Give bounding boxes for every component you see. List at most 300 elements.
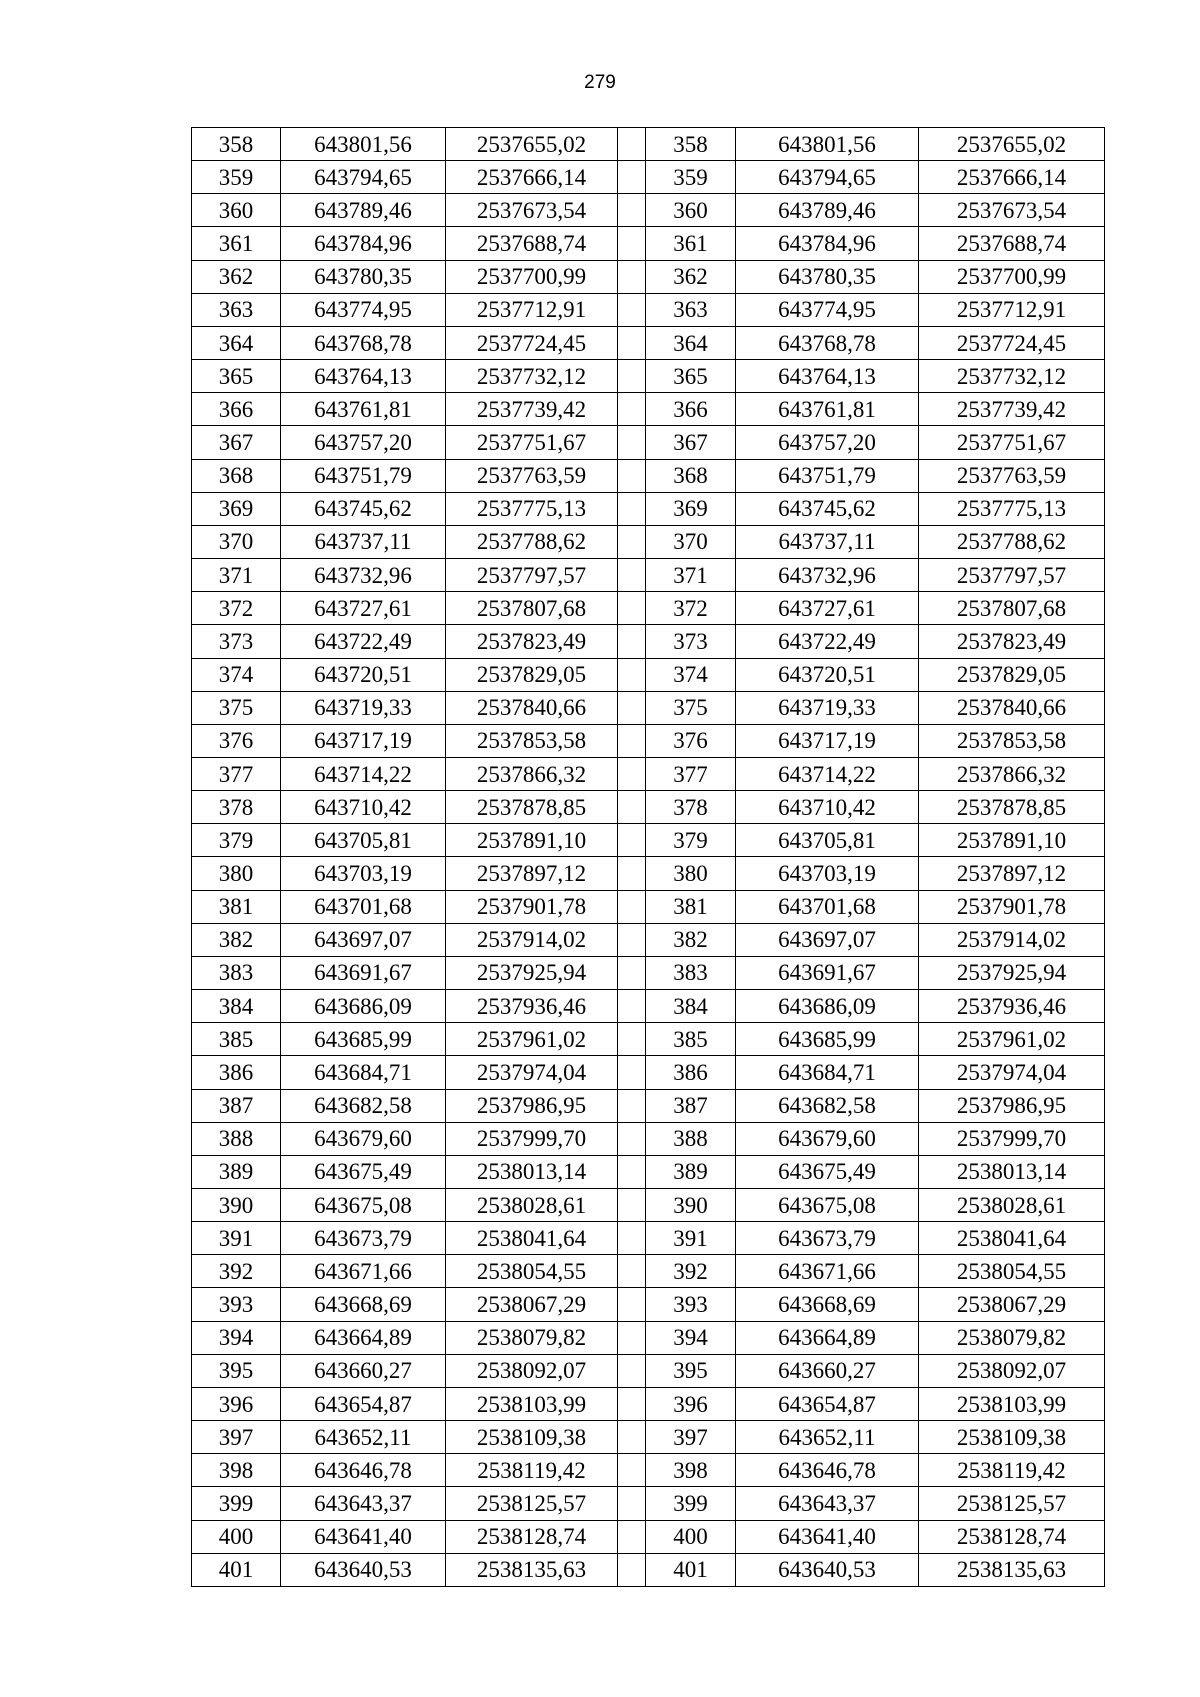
table-row — [192, 1553, 1105, 1586]
point-number-right: 395 — [646, 1354, 736, 1387]
y-coordinate-right: 2537891,10 — [919, 824, 1105, 857]
y-coordinate-left: 2537853,58 — [446, 724, 618, 757]
point-number-right: 367 — [646, 426, 736, 459]
y-coordinate-left: 2537797,57 — [446, 559, 618, 592]
table-row — [192, 1089, 1105, 1122]
point-number-left: 379 — [192, 824, 281, 857]
x-coordinate-left: 643691,67 — [281, 956, 446, 989]
y-coordinate-right: 2537974,04 — [919, 1056, 1105, 1089]
x-coordinate-right: 643720,51 — [736, 658, 919, 691]
point-number-left: 375 — [192, 691, 281, 724]
table-row — [192, 824, 1105, 857]
spacer-cell — [618, 1255, 646, 1288]
x-coordinate-left: 643737,11 — [281, 525, 446, 558]
x-coordinate-right: 643660,27 — [736, 1354, 919, 1387]
point-number-right: 368 — [646, 459, 736, 492]
y-coordinate-left: 2537914,02 — [446, 923, 618, 956]
spacer-cell — [618, 1553, 646, 1586]
table-row — [192, 426, 1105, 459]
x-coordinate-left: 643685,99 — [281, 1023, 446, 1056]
x-coordinate-left: 643697,07 — [281, 923, 446, 956]
point-number-right: 387 — [646, 1089, 736, 1122]
y-coordinate-right: 2537712,91 — [919, 293, 1105, 326]
x-coordinate-left: 643668,69 — [281, 1288, 446, 1321]
point-number-right: 393 — [646, 1288, 736, 1321]
x-coordinate-left: 643675,49 — [281, 1155, 446, 1188]
x-coordinate-left: 643757,20 — [281, 426, 446, 459]
x-coordinate-left: 643717,19 — [281, 724, 446, 757]
y-coordinate-left: 2538041,64 — [446, 1222, 618, 1255]
spacer-cell — [618, 1056, 646, 1089]
point-number-right: 366 — [646, 393, 736, 426]
table-row — [192, 592, 1105, 625]
spacer-cell — [618, 1454, 646, 1487]
point-number-right: 396 — [646, 1387, 736, 1420]
point-number-right: 399 — [646, 1487, 736, 1520]
table-row — [192, 1023, 1105, 1056]
table-row — [192, 128, 1105, 161]
x-coordinate-left: 643751,79 — [281, 459, 446, 492]
x-coordinate-left: 643789,46 — [281, 194, 446, 227]
spacer-cell — [618, 1354, 646, 1387]
x-coordinate-right: 643784,96 — [736, 227, 919, 260]
x-coordinate-left: 643774,95 — [281, 293, 446, 326]
y-coordinate-left: 2538067,29 — [446, 1288, 618, 1321]
x-coordinate-right: 643780,35 — [736, 260, 919, 293]
table-row — [192, 890, 1105, 923]
spacer-cell — [618, 857, 646, 890]
point-number-left: 373 — [192, 625, 281, 658]
x-coordinate-left: 643652,11 — [281, 1421, 446, 1454]
x-coordinate-right: 643652,11 — [736, 1421, 919, 1454]
x-coordinate-right: 643714,22 — [736, 757, 919, 790]
y-coordinate-right: 2537751,67 — [919, 426, 1105, 459]
x-coordinate-left: 643703,19 — [281, 857, 446, 890]
point-number-right: 369 — [646, 492, 736, 525]
x-coordinate-left: 643732,96 — [281, 559, 446, 592]
x-coordinate-right: 643768,78 — [736, 326, 919, 359]
point-number-left: 372 — [192, 592, 281, 625]
point-number-right: 389 — [646, 1155, 736, 1188]
point-number-right: 360 — [646, 194, 736, 227]
x-coordinate-right: 643703,19 — [736, 857, 919, 890]
point-number-left: 392 — [192, 1255, 281, 1288]
x-coordinate-right: 643640,53 — [736, 1553, 919, 1586]
point-number-left: 397 — [192, 1421, 281, 1454]
x-coordinate-right: 643751,79 — [736, 459, 919, 492]
x-coordinate-left: 643646,78 — [281, 1454, 446, 1487]
point-number-left: 382 — [192, 923, 281, 956]
point-number-left: 378 — [192, 791, 281, 824]
y-coordinate-left: 2537925,94 — [446, 956, 618, 989]
point-number-right: 383 — [646, 956, 736, 989]
point-number-right: 384 — [646, 990, 736, 1023]
point-number-right: 378 — [646, 791, 736, 824]
y-coordinate-right: 2537901,78 — [919, 890, 1105, 923]
point-number-right: 364 — [646, 326, 736, 359]
y-coordinate-left: 2537878,85 — [446, 791, 618, 824]
point-number-left: 386 — [192, 1056, 281, 1089]
point-number-right: 381 — [646, 890, 736, 923]
point-number-left: 359 — [192, 161, 281, 194]
x-coordinate-left: 643727,61 — [281, 592, 446, 625]
y-coordinate-right: 2538013,14 — [919, 1155, 1105, 1188]
spacer-cell — [618, 559, 646, 592]
spacer-cell — [618, 293, 646, 326]
point-number-right: 376 — [646, 724, 736, 757]
table-row — [192, 525, 1105, 558]
x-coordinate-left: 643705,81 — [281, 824, 446, 857]
table-row — [192, 923, 1105, 956]
point-number-right: 394 — [646, 1321, 736, 1354]
spacer-cell — [618, 1487, 646, 1520]
x-coordinate-right: 643701,68 — [736, 890, 919, 923]
spacer-cell — [618, 1321, 646, 1354]
table-row — [192, 393, 1105, 426]
point-number-left: 358 — [192, 128, 281, 161]
x-coordinate-right: 643679,60 — [736, 1122, 919, 1155]
point-number-left: 400 — [192, 1520, 281, 1553]
y-coordinate-left: 2537712,91 — [446, 293, 618, 326]
y-coordinate-left: 2537763,59 — [446, 459, 618, 492]
table-row — [192, 492, 1105, 525]
point-number-left: 393 — [192, 1288, 281, 1321]
x-coordinate-left: 643780,35 — [281, 260, 446, 293]
point-number-left: 365 — [192, 360, 281, 393]
table-row — [192, 360, 1105, 393]
spacer-cell — [618, 1387, 646, 1420]
table-row — [192, 625, 1105, 658]
spacer-cell — [618, 393, 646, 426]
x-coordinate-left: 643671,66 — [281, 1255, 446, 1288]
spacer-cell — [618, 426, 646, 459]
point-number-right: 382 — [646, 923, 736, 956]
x-coordinate-right: 643745,62 — [736, 492, 919, 525]
point-number-left: 384 — [192, 990, 281, 1023]
x-coordinate-right: 643664,89 — [736, 1321, 919, 1354]
spacer-cell — [618, 956, 646, 989]
point-number-left: 363 — [192, 293, 281, 326]
point-number-left: 361 — [192, 227, 281, 260]
point-number-right: 375 — [646, 691, 736, 724]
x-coordinate-right: 643675,49 — [736, 1155, 919, 1188]
y-coordinate-left: 2537739,42 — [446, 393, 618, 426]
y-coordinate-right: 2537986,95 — [919, 1089, 1105, 1122]
x-coordinate-right: 643684,71 — [736, 1056, 919, 1089]
point-number-left: 389 — [192, 1155, 281, 1188]
point-number-left: 388 — [192, 1122, 281, 1155]
y-coordinate-right: 2537853,58 — [919, 724, 1105, 757]
point-number-left: 390 — [192, 1189, 281, 1222]
coordinates-table-body — [192, 128, 1105, 1587]
point-number-right: 359 — [646, 161, 736, 194]
point-number-left: 367 — [192, 426, 281, 459]
x-coordinate-right: 643673,79 — [736, 1222, 919, 1255]
point-number-left: 399 — [192, 1487, 281, 1520]
x-coordinate-right: 643727,61 — [736, 592, 919, 625]
table-row — [192, 1454, 1105, 1487]
x-coordinate-left: 643640,53 — [281, 1553, 446, 1586]
table-row — [192, 691, 1105, 724]
point-number-right: 401 — [646, 1553, 736, 1586]
x-coordinate-right: 643646,78 — [736, 1454, 919, 1487]
y-coordinate-right: 2537732,12 — [919, 360, 1105, 393]
spacer-cell — [618, 1155, 646, 1188]
y-coordinate-right: 2537840,66 — [919, 691, 1105, 724]
y-coordinate-left: 2538128,74 — [446, 1520, 618, 1553]
y-coordinate-right: 2537700,99 — [919, 260, 1105, 293]
table-row — [192, 326, 1105, 359]
table-row — [192, 990, 1105, 1023]
y-coordinate-left: 2537807,68 — [446, 592, 618, 625]
point-number-right: 358 — [646, 128, 736, 161]
y-coordinate-right: 2537788,62 — [919, 525, 1105, 558]
y-coordinate-left: 2537688,74 — [446, 227, 618, 260]
y-coordinate-left: 2538013,14 — [446, 1155, 618, 1188]
x-coordinate-right: 643641,40 — [736, 1520, 919, 1553]
spacer-cell — [618, 592, 646, 625]
x-coordinate-left: 643684,71 — [281, 1056, 446, 1089]
table-row — [192, 260, 1105, 293]
point-number-right: 365 — [646, 360, 736, 393]
y-coordinate-left: 2537724,45 — [446, 326, 618, 359]
y-coordinate-right: 2538067,29 — [919, 1288, 1105, 1321]
table-row — [192, 194, 1105, 227]
point-number-right: 374 — [646, 658, 736, 691]
y-coordinate-right: 2537739,42 — [919, 393, 1105, 426]
y-coordinate-right: 2537807,68 — [919, 592, 1105, 625]
x-coordinate-left: 643660,27 — [281, 1354, 446, 1387]
x-coordinate-left: 643673,79 — [281, 1222, 446, 1255]
x-coordinate-left: 643722,49 — [281, 625, 446, 658]
y-coordinate-left: 2537775,13 — [446, 492, 618, 525]
x-coordinate-right: 643682,58 — [736, 1089, 919, 1122]
x-coordinate-right: 643643,37 — [736, 1487, 919, 1520]
y-coordinate-left: 2538135,63 — [446, 1553, 618, 1586]
x-coordinate-right: 643789,46 — [736, 194, 919, 227]
y-coordinate-left: 2537866,32 — [446, 757, 618, 790]
y-coordinate-left: 2538119,42 — [446, 1454, 618, 1487]
x-coordinate-right: 643732,96 — [736, 559, 919, 592]
table-row — [192, 227, 1105, 260]
point-number-left: 385 — [192, 1023, 281, 1056]
y-coordinate-right: 2537823,49 — [919, 625, 1105, 658]
spacer-cell — [618, 360, 646, 393]
y-coordinate-left: 2537655,02 — [446, 128, 618, 161]
y-coordinate-right: 2537688,74 — [919, 227, 1105, 260]
point-number-left: 369 — [192, 492, 281, 525]
x-coordinate-right: 643761,81 — [736, 393, 919, 426]
spacer-cell — [618, 625, 646, 658]
point-number-left: 398 — [192, 1454, 281, 1487]
spacer-cell — [618, 1023, 646, 1056]
y-coordinate-left: 2537751,67 — [446, 426, 618, 459]
y-coordinate-right: 2537925,94 — [919, 956, 1105, 989]
x-coordinate-right: 643757,20 — [736, 426, 919, 459]
y-coordinate-left: 2537823,49 — [446, 625, 618, 658]
x-coordinate-right: 643705,81 — [736, 824, 919, 857]
point-number-right: 362 — [646, 260, 736, 293]
y-coordinate-left: 2538103,99 — [446, 1387, 618, 1420]
x-coordinate-right: 643794,65 — [736, 161, 919, 194]
table-row — [192, 658, 1105, 691]
y-coordinate-right: 2537961,02 — [919, 1023, 1105, 1056]
point-number-right: 400 — [646, 1520, 736, 1553]
y-coordinate-left: 2538079,82 — [446, 1321, 618, 1354]
y-coordinate-right: 2537999,70 — [919, 1122, 1105, 1155]
x-coordinate-left: 643801,56 — [281, 128, 446, 161]
x-coordinate-left: 643714,22 — [281, 757, 446, 790]
point-number-right: 373 — [646, 625, 736, 658]
spacer-cell — [618, 1222, 646, 1255]
table-row — [192, 791, 1105, 824]
y-coordinate-right: 2538079,82 — [919, 1321, 1105, 1354]
spacer-cell — [618, 890, 646, 923]
y-coordinate-left: 2537961,02 — [446, 1023, 618, 1056]
page-number: 279 — [584, 72, 616, 93]
x-coordinate-left: 643643,37 — [281, 1487, 446, 1520]
x-coordinate-right: 643719,33 — [736, 691, 919, 724]
table-row — [192, 459, 1105, 492]
table-row — [192, 1189, 1105, 1222]
table-row — [192, 1520, 1105, 1553]
x-coordinate-left: 643784,96 — [281, 227, 446, 260]
point-number-right: 392 — [646, 1255, 736, 1288]
x-coordinate-left: 643701,68 — [281, 890, 446, 923]
x-coordinate-left: 643682,58 — [281, 1089, 446, 1122]
table-row — [192, 757, 1105, 790]
y-coordinate-left: 2538028,61 — [446, 1189, 618, 1222]
y-coordinate-right: 2537724,45 — [919, 326, 1105, 359]
point-number-right: 388 — [646, 1122, 736, 1155]
y-coordinate-left: 2537829,05 — [446, 658, 618, 691]
table-row — [192, 956, 1105, 989]
point-number-right: 380 — [646, 857, 736, 890]
y-coordinate-left: 2537840,66 — [446, 691, 618, 724]
x-coordinate-left: 643654,87 — [281, 1387, 446, 1420]
table-row — [192, 1155, 1105, 1188]
point-number-left: 387 — [192, 1089, 281, 1122]
y-coordinate-right: 2537829,05 — [919, 658, 1105, 691]
x-coordinate-right: 643722,49 — [736, 625, 919, 658]
x-coordinate-right: 643691,67 — [736, 956, 919, 989]
spacer-cell — [618, 824, 646, 857]
x-coordinate-right: 643686,09 — [736, 990, 919, 1023]
table-row — [192, 724, 1105, 757]
point-number-left: 383 — [192, 956, 281, 989]
point-number-right: 385 — [646, 1023, 736, 1056]
x-coordinate-left: 643675,08 — [281, 1189, 446, 1222]
spacer-cell — [618, 1122, 646, 1155]
table-row — [192, 1255, 1105, 1288]
y-coordinate-left: 2538109,38 — [446, 1421, 618, 1454]
point-number-left: 370 — [192, 525, 281, 558]
point-number-right: 377 — [646, 757, 736, 790]
spacer-cell — [618, 658, 646, 691]
point-number-right: 391 — [646, 1222, 736, 1255]
y-coordinate-right: 2537775,13 — [919, 492, 1105, 525]
spacer-cell — [618, 923, 646, 956]
y-coordinate-left: 2537891,10 — [446, 824, 618, 857]
table-row — [192, 1222, 1105, 1255]
x-coordinate-right: 643764,13 — [736, 360, 919, 393]
point-number-right: 370 — [646, 525, 736, 558]
y-coordinate-right: 2537655,02 — [919, 128, 1105, 161]
x-coordinate-right: 643737,11 — [736, 525, 919, 558]
table-row — [192, 1487, 1105, 1520]
x-coordinate-left: 643764,13 — [281, 360, 446, 393]
point-number-left: 380 — [192, 857, 281, 890]
x-coordinate-left: 643710,42 — [281, 791, 446, 824]
spacer-cell — [618, 260, 646, 293]
spacer-cell — [618, 1189, 646, 1222]
y-coordinate-right: 2537936,46 — [919, 990, 1105, 1023]
y-coordinate-right: 2538028,61 — [919, 1189, 1105, 1222]
point-number-left: 366 — [192, 393, 281, 426]
x-coordinate-right: 643675,08 — [736, 1189, 919, 1222]
point-number-left: 394 — [192, 1321, 281, 1354]
y-coordinate-right: 2538119,42 — [919, 1454, 1105, 1487]
table-row — [192, 559, 1105, 592]
spacer-cell — [618, 161, 646, 194]
table-row — [192, 161, 1105, 194]
y-coordinate-left: 2537788,62 — [446, 525, 618, 558]
y-coordinate-left: 2537732,12 — [446, 360, 618, 393]
x-coordinate-left: 643720,51 — [281, 658, 446, 691]
spacer-cell — [618, 757, 646, 790]
x-coordinate-left: 643761,81 — [281, 393, 446, 426]
x-coordinate-right: 643654,87 — [736, 1387, 919, 1420]
y-coordinate-right: 2537763,59 — [919, 459, 1105, 492]
y-coordinate-left: 2537974,04 — [446, 1056, 618, 1089]
y-coordinate-right: 2537897,12 — [919, 857, 1105, 890]
x-coordinate-right: 643685,99 — [736, 1023, 919, 1056]
point-number-right: 398 — [646, 1454, 736, 1487]
point-number-right: 397 — [646, 1421, 736, 1454]
point-number-left: 364 — [192, 326, 281, 359]
x-coordinate-right: 643801,56 — [736, 128, 919, 161]
point-number-right: 379 — [646, 824, 736, 857]
x-coordinate-right: 643710,42 — [736, 791, 919, 824]
y-coordinate-right: 2538092,07 — [919, 1354, 1105, 1387]
x-coordinate-left: 643745,62 — [281, 492, 446, 525]
table-row — [192, 1387, 1105, 1420]
y-coordinate-left: 2537986,95 — [446, 1089, 618, 1122]
x-coordinate-left: 643719,33 — [281, 691, 446, 724]
y-coordinate-left: 2537700,99 — [446, 260, 618, 293]
y-coordinate-right: 2537914,02 — [919, 923, 1105, 956]
table-row — [192, 1288, 1105, 1321]
point-number-left: 368 — [192, 459, 281, 492]
table-row — [192, 1421, 1105, 1454]
x-coordinate-right: 643774,95 — [736, 293, 919, 326]
point-number-right: 386 — [646, 1056, 736, 1089]
y-coordinate-left: 2537936,46 — [446, 990, 618, 1023]
y-coordinate-left: 2538054,55 — [446, 1255, 618, 1288]
point-number-left: 401 — [192, 1553, 281, 1586]
x-coordinate-right: 643717,19 — [736, 724, 919, 757]
spacer-cell — [618, 459, 646, 492]
spacer-cell — [618, 724, 646, 757]
x-coordinate-right: 643697,07 — [736, 923, 919, 956]
spacer-cell — [618, 525, 646, 558]
point-number-right: 361 — [646, 227, 736, 260]
y-coordinate-left: 2537999,70 — [446, 1122, 618, 1155]
spacer-cell — [618, 227, 646, 260]
y-coordinate-right: 2538041,64 — [919, 1222, 1105, 1255]
point-number-left: 371 — [192, 559, 281, 592]
y-coordinate-left: 2537673,54 — [446, 194, 618, 227]
